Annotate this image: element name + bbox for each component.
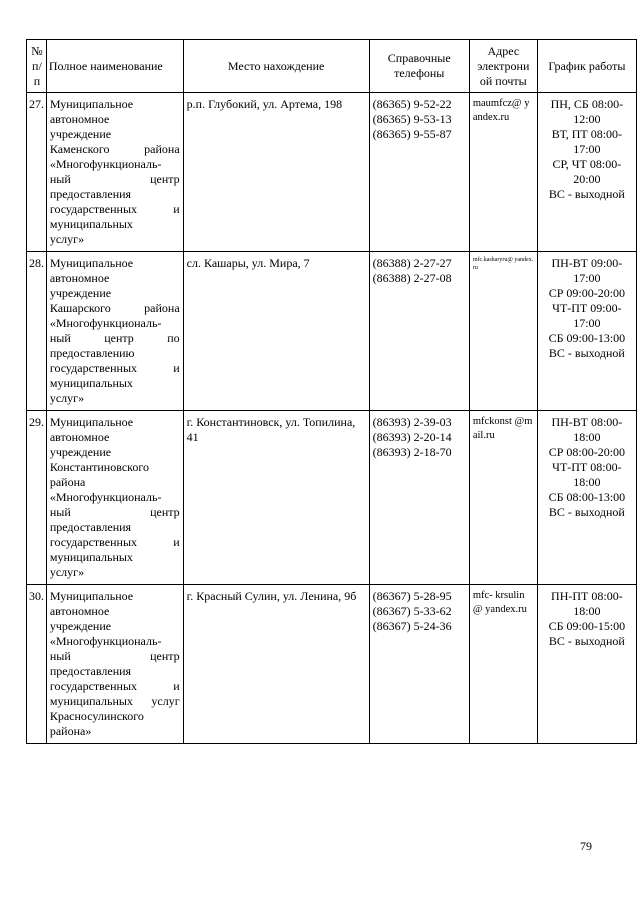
name-word: и <box>173 361 180 375</box>
phone-number: (86393) 2-20-14 <box>372 430 452 444</box>
phones-cell <box>369 411 469 585</box>
organization-name <box>46 411 183 585</box>
schedule-cell <box>537 93 636 252</box>
name-line <box>50 142 180 157</box>
table-row <box>27 585 637 744</box>
schedule-line: 18:00 <box>573 430 601 444</box>
schedule-cell <box>537 411 636 585</box>
schedule-line: ПН-ВТ 09:00- <box>551 256 623 270</box>
schedule-line: 17:00 <box>573 271 601 285</box>
name-line: услуг» <box>49 391 85 405</box>
phone-number: (86367) 5-24-36 <box>372 619 452 633</box>
name-line: «Многофункциональ- <box>49 634 162 648</box>
schedule-line: 20:00 <box>573 172 601 186</box>
phone-number: (86365) 9-55-87 <box>372 127 452 141</box>
phone-number: (86365) 9-53-13 <box>372 112 452 126</box>
schedule-line: 17:00 <box>573 142 601 156</box>
schedule-line: ВС - выходной <box>548 346 625 360</box>
name-line: услуг» <box>49 232 85 246</box>
row-number: 30. <box>27 585 47 744</box>
organization-name <box>46 252 183 411</box>
phones-cell <box>369 93 469 252</box>
name-line <box>50 694 180 709</box>
row-number: 29. <box>27 411 47 585</box>
schedule-line: СР 08:00-20:00 <box>548 445 626 459</box>
name-word: муниципальных <box>49 694 133 708</box>
phone-number: (86393) 2-18-70 <box>372 445 452 459</box>
schedule-line: ВТ, ПТ 08:00- <box>551 127 623 141</box>
schedule-line: СБ 08:00-13:00 <box>548 490 626 504</box>
name-line: автономное <box>49 112 110 126</box>
table-body <box>27 93 637 744</box>
name-line: муниципальных <box>49 550 133 564</box>
name-line: «Многофункциональ- <box>49 316 162 330</box>
header-phones: Справочные телефоны <box>369 40 469 93</box>
row-number: 27. <box>27 93 47 252</box>
name-line <box>50 535 180 550</box>
phone-number: (86367) 5-28-95 <box>372 589 452 603</box>
name-line: Константиновского <box>49 460 149 474</box>
schedule-line: 18:00 <box>573 604 601 618</box>
schedule-line: СБ 09:00-15:00 <box>548 619 626 633</box>
name-line: муниципальных <box>49 376 133 390</box>
schedule-line: ЧТ-ПТ 09:00- <box>552 301 622 315</box>
name-line: услуг» <box>49 565 85 579</box>
name-word: центр <box>104 331 134 345</box>
email-address: maumfcz@ yandex.ru <box>472 98 530 123</box>
schedule-line: СР, ЧТ 08:00- <box>552 157 622 171</box>
name-line: предоставления <box>49 187 132 201</box>
name-line: учреждение <box>49 619 112 633</box>
table-row <box>27 411 637 585</box>
schedule-cell <box>537 585 636 744</box>
header-name: Полное наименование <box>46 40 183 93</box>
phones-cell <box>369 585 469 744</box>
name-line: автономное <box>49 430 110 444</box>
name-line <box>50 361 180 376</box>
page-number: 79 <box>580 839 592 853</box>
header-schedule: График работы <box>537 40 636 93</box>
name-line: района» <box>49 724 92 738</box>
name-line: Муниципальное <box>49 589 134 603</box>
schedule-line: 17:00 <box>573 316 601 330</box>
table-row <box>27 93 637 252</box>
name-line: Муниципальное <box>49 415 134 429</box>
schedule-line: ВС - выходной <box>548 187 625 201</box>
phones-cell <box>369 252 469 411</box>
email-address: mfc- krsulin@ yandex.ru <box>472 590 527 615</box>
name-word: района <box>144 301 180 315</box>
schedule-line: 18:00 <box>573 475 601 489</box>
row-number: 28. <box>27 252 47 411</box>
name-line: учреждение <box>49 445 112 459</box>
header-num: № п/п <box>27 40 47 93</box>
name-line <box>50 331 180 346</box>
name-word: государственных <box>49 535 138 549</box>
name-line: Муниципальное <box>49 97 134 111</box>
name-line <box>50 649 180 664</box>
schedule-line: ВС - выходной <box>548 505 625 519</box>
name-line: района <box>49 475 86 489</box>
table-row <box>27 252 637 411</box>
phone-number: (86388) 2-27-08 <box>372 271 452 285</box>
name-word: ный <box>49 172 71 186</box>
name-word: государственных <box>49 202 138 216</box>
organization-name <box>46 93 183 252</box>
location: р.п. Глубокий, ул. Артема, 198 <box>183 93 369 252</box>
phone-number: (86393) 2-39-03 <box>372 415 452 429</box>
location: г. Красный Сулин, ул. Ленина, 9б <box>183 585 369 744</box>
name-line: «Многофункциональ- <box>49 157 162 171</box>
name-word: ный <box>49 505 71 519</box>
email-address: mfckonst @mail.ru <box>472 416 533 441</box>
name-word: центр <box>150 649 180 663</box>
name-line: предоставления <box>49 520 132 534</box>
name-line: муниципальных <box>49 217 133 231</box>
schedule-line: СБ 09:00-13:00 <box>548 331 626 345</box>
name-line: учреждение <box>49 127 112 141</box>
name-word: услуг <box>151 694 180 708</box>
name-line <box>50 172 180 187</box>
name-line <box>50 202 180 217</box>
schedule-line: ПН, СБ 08:00- <box>550 97 624 111</box>
name-word: Кашарского <box>49 301 111 315</box>
services-table <box>26 39 637 744</box>
name-word: района <box>144 142 180 156</box>
email-cell <box>469 93 537 252</box>
name-line: учреждение <box>49 286 112 300</box>
email-cell <box>469 252 537 411</box>
schedule-line: ПН-ВТ 08:00- <box>551 415 623 429</box>
header-place: Место нахождение <box>183 40 369 93</box>
email-cell <box>469 411 537 585</box>
name-word: по <box>167 331 180 345</box>
location: г. Константиновск, ул. Топилина, 41 <box>183 411 369 585</box>
name-word: государственных <box>49 679 138 693</box>
name-line: Красносулинского <box>49 709 144 723</box>
name-line <box>50 505 180 520</box>
name-word: и <box>173 535 180 549</box>
phone-number: (86388) 2-27-27 <box>372 256 452 270</box>
schedule-line: СР 09:00-20:00 <box>548 286 626 300</box>
table-header-row <box>27 40 637 93</box>
schedule-line: ПН-ПТ 08:00- <box>551 589 623 603</box>
schedule-line: ВС - выходной <box>548 634 625 648</box>
schedule-line: 12:00 <box>573 112 601 126</box>
name-word: государственных <box>49 361 138 375</box>
name-word: Каменского <box>49 142 110 156</box>
phone-number: (86365) 9-52-22 <box>372 97 452 111</box>
organization-name <box>46 585 183 744</box>
email-cell <box>469 585 537 744</box>
location: сл. Кашары, ул. Мира, 7 <box>183 252 369 411</box>
name-line: автономное <box>49 604 110 618</box>
name-line: «Многофункциональ- <box>49 490 162 504</box>
header-email: Адрес электрони ой почты <box>469 40 537 93</box>
schedule-cell <box>537 252 636 411</box>
email-address: mfc.kasharyru@ yandex.ru <box>472 257 534 271</box>
schedule-line: ЧТ-ПТ 08:00- <box>552 460 622 474</box>
name-line: автономное <box>49 271 110 285</box>
name-word: ный <box>49 649 71 663</box>
name-line <box>50 301 180 316</box>
name-line: предоставлению <box>49 346 135 360</box>
name-word: и <box>173 202 180 216</box>
name-word: центр <box>150 505 180 519</box>
phone-number: (86367) 5-33-62 <box>372 604 452 618</box>
name-word: и <box>173 679 180 693</box>
name-word: ный <box>49 331 71 345</box>
name-line: предоставления <box>49 664 132 678</box>
name-word: центр <box>150 172 180 186</box>
name-line <box>50 679 180 694</box>
name-line: Муниципальное <box>49 256 134 270</box>
